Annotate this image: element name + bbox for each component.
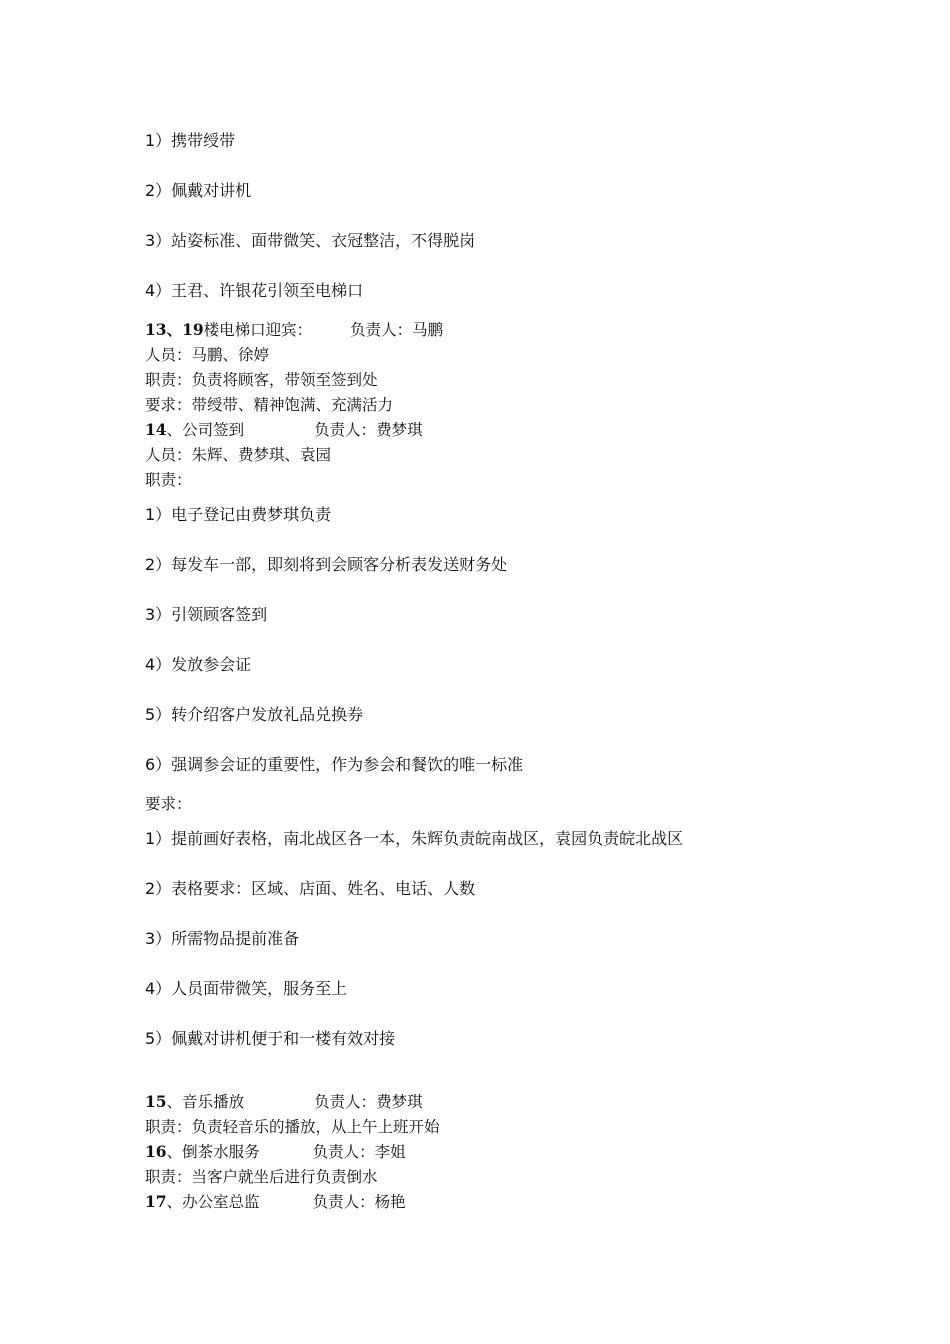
section-number: 15 <box>145 1092 167 1111</box>
section-heading <box>145 418 423 440</box>
list-item: 5）佩戴对讲机便于和一楼有效对接 <box>145 1029 396 1048</box>
staff-line: 人员：朱辉、费梦琪、袁园 <box>145 446 332 464</box>
section-leader: 负责人：马鹏 <box>350 321 444 339</box>
duty-line: 职责：负责轻音乐的播放，从上午上班开始 <box>145 1118 440 1136</box>
section-number: 13、19 <box>145 320 204 339</box>
list-item: 3）所需物品提前准备 <box>145 929 300 948</box>
section-leader: 负责人：杨艳 <box>312 1193 406 1211</box>
requirement-label: 要求： <box>145 795 192 813</box>
duty-label: 职责： <box>145 471 192 489</box>
section-number: 17 <box>145 1192 167 1211</box>
section-title: 、办公室总监 <box>166 1193 260 1211</box>
section-leader: 负责人：李姐 <box>312 1143 406 1161</box>
section-title: 、公司签到 <box>166 421 245 439</box>
requirement-line: 要求：带绶带、精神饱满、充满活力 <box>145 396 394 414</box>
duty-line: 职责：负责将顾客，带领至签到处 <box>145 371 378 389</box>
list-item: 5）转介绍客户发放礼品兑换券 <box>145 705 364 724</box>
section-number: 14 <box>145 420 167 439</box>
list-item: 1）电子登记由费梦琪负责 <box>145 505 332 524</box>
list-item: 4）发放参会证 <box>145 655 252 674</box>
list-item: 2）表格要求：区域、店面、姓名、电话、人数 <box>145 879 476 898</box>
section-number: 16 <box>145 1142 167 1161</box>
section-leader: 负责人：费梦琪 <box>314 1093 423 1111</box>
list-item: 3）引领顾客签到 <box>145 605 268 624</box>
list-item: 3）站姿标准、面带微笑、衣冠整洁，不得脱岗 <box>145 231 476 250</box>
list-item: 1）携带绶带 <box>145 131 236 150</box>
section-title: 、倒茶水服务 <box>166 1143 260 1161</box>
section-heading <box>145 1090 423 1112</box>
list-item: 6）强调参会证的重要性，作为参会和餐饮的唯一标准 <box>145 755 524 774</box>
list-item: 2）佩戴对讲机 <box>145 181 252 200</box>
staff-line: 人员：马鹏、徐婷 <box>145 346 270 364</box>
list-item: 2）每发车一部，即刻将到会顾客分析表发送财务处 <box>145 555 508 574</box>
duty-line: 职责：当客户就坐后进行负责倒水 <box>145 1168 378 1186</box>
list-item: 4）人员面带微笑，服务至上 <box>145 979 348 998</box>
section-title: 楼电梯口迎宾： <box>203 321 313 339</box>
list-item: 4）王君、许银花引领至电梯口 <box>145 281 364 300</box>
section-heading <box>145 318 443 340</box>
section-leader: 负责人：费梦琪 <box>314 421 423 439</box>
list-item: 1）提前画好表格，南北战区各一本，朱辉负责皖南战区，袁园负责皖北战区 <box>145 829 684 848</box>
section-heading <box>145 1140 406 1162</box>
section-heading <box>145 1190 406 1212</box>
section-title: 、音乐播放 <box>166 1093 245 1111</box>
